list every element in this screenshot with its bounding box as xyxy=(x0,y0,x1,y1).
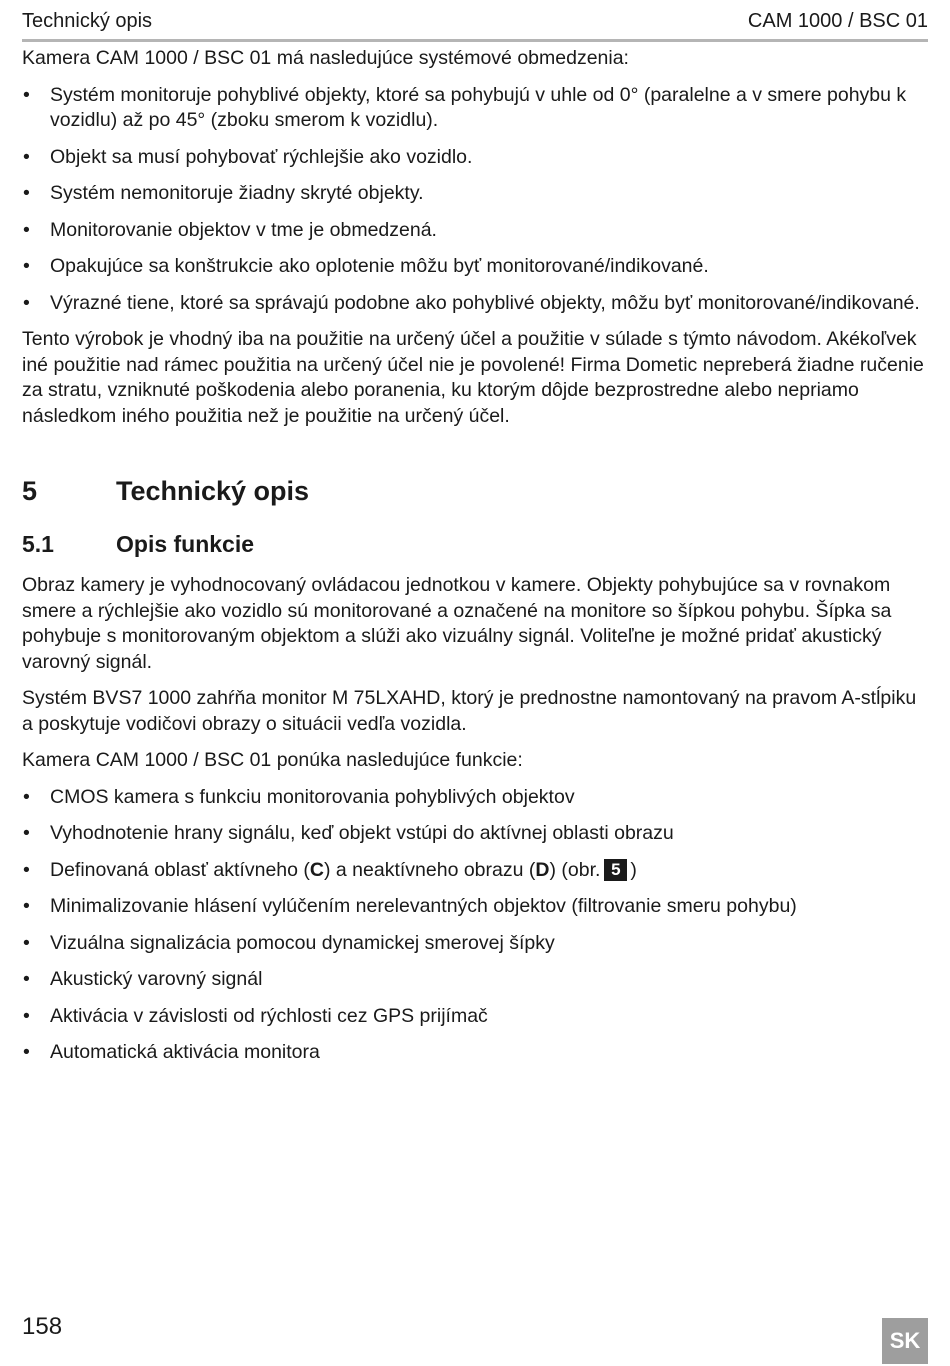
function-description: Obraz kamery je vyhodnocovaný ovládacou jednotkou v kamere. Objekty pohybujúce sa v rovnakom smere a rýchlejšie ako vozidlo sú monitorované a označené na monitore so šípkou pohybu. Šípka sa pohybuje s monitorovaným objektom a slúži ako vizuálny signál. Voliteľne je možné pridať akustický varovný signál. xyxy=(22,574,892,673)
page-number: 158 xyxy=(22,1313,63,1340)
functions-list xyxy=(22,785,928,1066)
language-badge: SK xyxy=(882,1318,928,1364)
list-item: • CMOS kamera s funkciu monitorovania pohyblivých objektov xyxy=(22,785,928,811)
section-title: Technický opis xyxy=(116,476,310,506)
subsection-heading xyxy=(22,529,928,559)
list-item: • Akustický varovný signál xyxy=(22,967,928,993)
list-item: • Minimalizovanie hlásení vylúčením nerelevantných objektov (filtrovanie smeru pohybu) xyxy=(22,894,928,920)
list-item: • Monitorovanie objektov v tme je obmedzená. xyxy=(22,218,928,244)
limitations-list xyxy=(22,83,928,317)
subsection-number: 5.1 xyxy=(22,531,54,557)
area-text-part3: ) (obr. xyxy=(549,858,601,881)
list-item: • Aktivácia v závislosti od rýchlosti cez GPS prijímač xyxy=(22,1004,928,1030)
page-header xyxy=(22,8,928,42)
list-item: • Systém nemonitoruje žiadny skryté objekty. xyxy=(22,181,928,207)
system-description: Systém BVS7 1000 zahŕňa monitor M 75LXAHD, ktorý je prednostne namontovaný na pravom A-stĺpiku a poskytuje vodičovi obrazy o situácii vedľa vozidla. xyxy=(22,687,917,735)
area-text-part1: Definovaná oblasť aktívneho ( xyxy=(50,858,310,881)
area-text-part2: ) a neaktívneho obrazu ( xyxy=(323,858,536,881)
active-area-letter: C xyxy=(309,858,324,881)
page-content xyxy=(22,44,928,1077)
area-text-part4: ) xyxy=(630,858,637,881)
section-number: 5 xyxy=(22,476,38,506)
list-item: • Systém monitoruje pohyblivé objekty, ktoré sa pohybujú v uhle od 0° (paralelne a v smere pohybu k vozidlu) až po 45° (zboku smerom k vozidlu). xyxy=(22,83,928,134)
list-item: • Automatická aktivácia monitora xyxy=(22,1040,928,1066)
functions-intro: Kamera CAM 1000 / BSC 01 ponúka nasledujúce funkcie: xyxy=(22,749,523,771)
section-heading xyxy=(22,475,928,507)
limitations-intro: Kamera CAM 1000 / BSC 01 má nasledujúce systémové obmedzenia: xyxy=(22,47,629,69)
subsection-title: Opis funkcie xyxy=(116,531,255,557)
header-chapter-title: Technický opis xyxy=(22,10,153,32)
list-item-area-definition xyxy=(22,858,928,884)
figure-reference-badge: 5 xyxy=(604,859,627,881)
list-item: • Vizuálna signalizácia pomocou dynamickej smerovej šípky xyxy=(22,931,928,957)
header-product-name: CAM 1000 / BSC 01 xyxy=(747,10,928,32)
list-item: • Vyhodnotenie hrany signálu, keď objekt vstúpi do aktívnej oblasti obrazu xyxy=(22,821,928,847)
usage-note: Tento výrobok je vhodný iba na použitie na určený účel a použitie v súlade s týmto návodom. Akékoľvek iné použitie nad rámec použitia na určený účel nie je povolené! Firma Dometic nepreberá žiadne ručenie za stratu, vzniknuté poškodenia alebo poranenia, ku ktorým dôjde bezprostredne alebo nepriamo následkom iného použitia než je použitie na určený účel. xyxy=(22,328,924,427)
list-item: • Výrazné tiene, ktoré sa správajú podobne ako pohyblivé objekty, môžu byť monitorované/indikované. xyxy=(22,291,928,317)
list-item: • Opakujúce sa konštrukcie ako oplotenie môžu byť monitorované/indikované. xyxy=(22,254,928,280)
list-item: • Objekt sa musí pohybovať rýchlejšie ako vozidlo. xyxy=(22,145,928,171)
inactive-area-letter: D xyxy=(535,858,550,881)
